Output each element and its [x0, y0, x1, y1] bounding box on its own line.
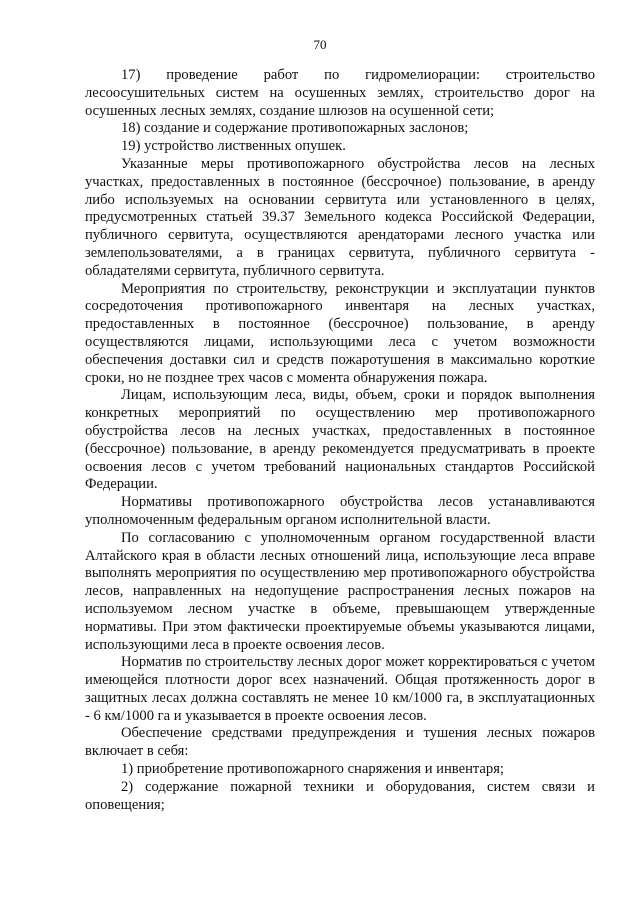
document-body — [85, 67, 595, 814]
paragraph-item-19: 19) устройство лиственных опушек. — [121, 138, 346, 155]
paragraph-item-18: 18) создание и содержание противопожарных заслонов; — [121, 120, 469, 137]
paragraph-fire-measures: Указанные меры противопожарного обустройства лесов на лесных участках, предоставленных в постоянное (бессрочное) пользование, в аренду либо используемых на основании сервитута или установленного в целях, предусмотренных статьей 39.37 Земельного кодекса Российской Федерации, публичного сервитута, осуществляются арендаторами лесного участка или землепользователями, а в границах сервитута, публичного сервитута - обладателями сервитута, публичного сервитута. — [85, 155, 595, 279]
page-number: 70 — [313, 37, 327, 52]
paragraph-item-17: 17) проведение работ по гидромелиорации: строительство лесоосушительных систем на осушенных землях, строительство дорог на осушенных лесных землях, создание шлюзов на осушенной сети; — [85, 67, 595, 119]
paragraph-forest-users: Лицам, использующим леса, виды, объем, сроки и порядок выполнения конкретных мероприятий по осуществлению мер противопожарного обустройства лесов на лесных участках, предоставленных в постоянное (бессрочное) пользование, в аренду рекомендуется предусматривать в проекте освоения лесов с учетом требований национальных стандартов Российской Федерации. — [85, 387, 595, 493]
paragraph-agreement: По согласованию с уполномоченным органом государственной власти Алтайского края в области лесных отношений лица, использующие леса вправе выполнять мероприятия по осуществлению мер противопожарного обустройства лесов, направленных на недопущение распространения лесных пожаров на используемом лесном участке в объеме, превышающем утвержденные нормативы. При этом фактически проектируемые объемы указываются лицами, использующими леса в проекте освоения лесов. — [85, 529, 595, 653]
paragraph-inventory-points: Мероприятия по строительству, реконструкции и эксплуатации пунктов сосредоточения противопожарного инвентаря на лесных участках, предоставленных в постоянное (бессрочное) пользование, в аренду осуществляются лицами, использующими леса с учетом возможности обеспечения доставки сил и средств пожаротушения в максимально короткие сроки, но не позднее трех часов с момента обнаружения пожара. — [85, 280, 595, 386]
paragraph-list-item-1: 1) приобретение противопожарного снаряжения и инвентаря; — [121, 761, 504, 778]
paragraph-road-norm: Норматив по строительству лесных дорог может корректироваться с учетом имеющейся плотности дорог всех назначений. Общая протяженность дорог в защитных лесах должна составлять не менее 10 км/1000 га, в эксплуатационных - 6 км/1000 га и указывается в проекте освоения лесов. — [85, 654, 595, 724]
paragraph-list-item-2: 2) содержание пожарной техники и оборудования, систем связи и оповещения; — [85, 778, 595, 813]
paragraph-equipment-intro: Обеспечение средствами предупреждения и тушения лесных пожаров включает в себя: — [85, 725, 595, 760]
paragraph-norms: Нормативы противопожарного обустройства лесов устанавливаются уполномоченным федеральным органом исполнительной власти. — [85, 494, 595, 528]
